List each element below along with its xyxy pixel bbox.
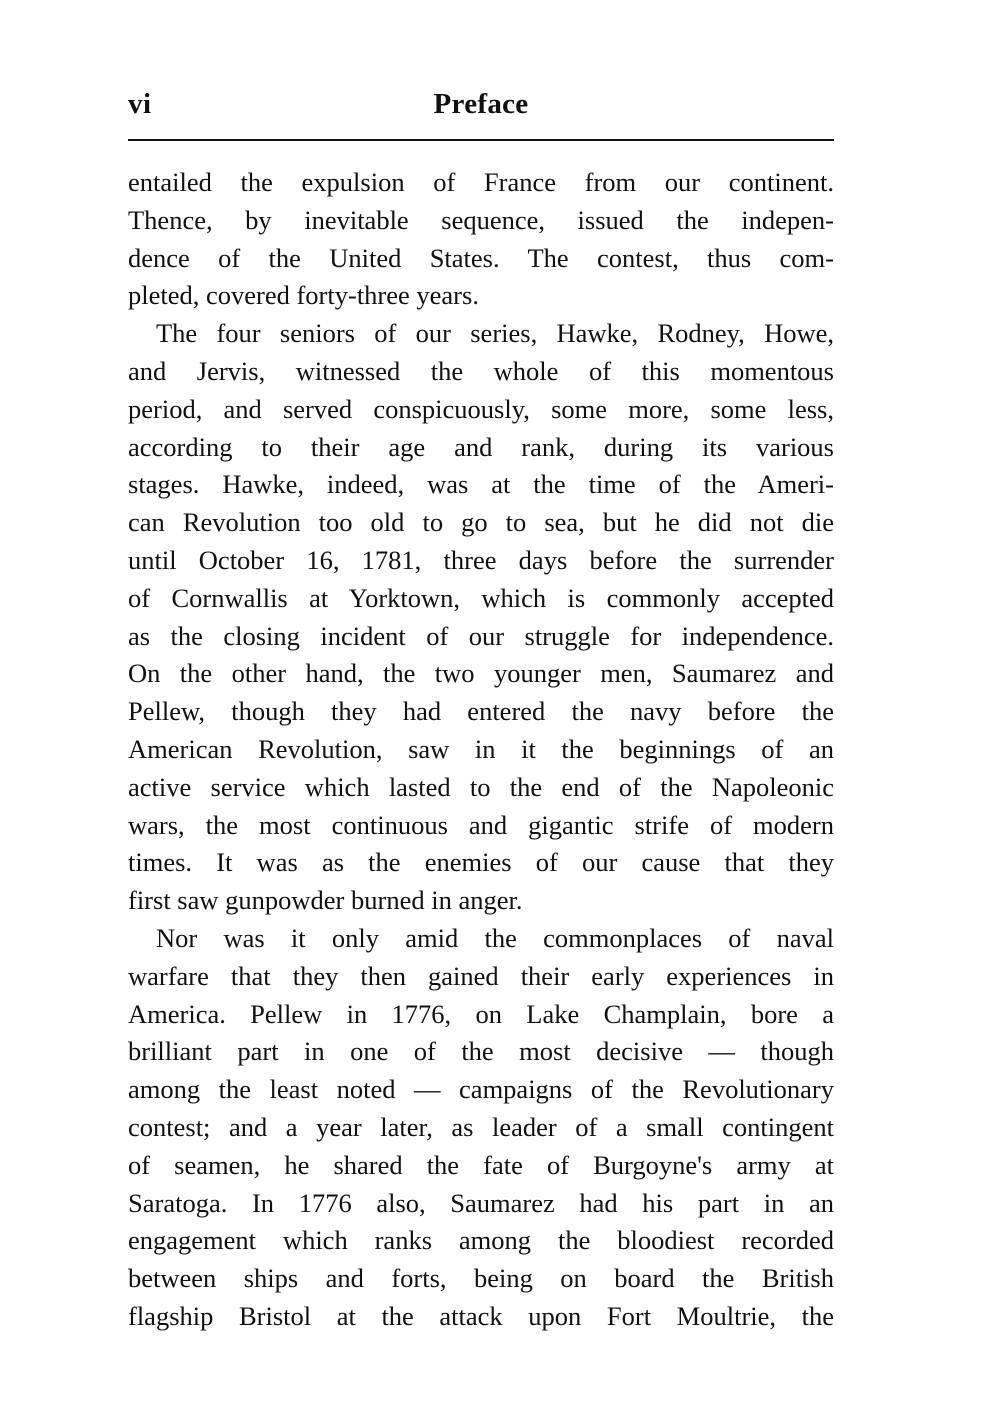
text-line: flagship Bristol at the attack upon Fort Moultrie, the [128, 1300, 834, 1331]
page-number: vi [128, 88, 152, 120]
text-line: wars, the most continuous and gigantic strife of modern [128, 809, 834, 840]
text-line: pleted, covered forty-three years. [128, 280, 479, 311]
header-rule [128, 139, 834, 141]
text-line: until October 16, 1781, three days before the surrender [128, 544, 834, 575]
page-header [128, 88, 834, 128]
text-line: according to their age and rank, during its various [128, 431, 834, 462]
text-line: and Jervis, witnessed the whole of this momentous [128, 355, 834, 386]
body-text [128, 164, 834, 1336]
text-line: Thence, by inevitable sequence, issued the indepen- [128, 204, 834, 235]
text-line: brilliant part in one of the most decisive — though [128, 1036, 834, 1067]
text-line: warfare that they then gained their early experiences in [128, 960, 834, 991]
text-line: as the closing incident of our struggle for independence. [128, 620, 834, 651]
text-line: of seamen, he shared the fate of Burgoyne's army at [128, 1149, 834, 1180]
text-line: Saratoga. In 1776 also, Saumarez had his part in an [128, 1187, 834, 1218]
text-line: Pellew, though they had entered the navy before the [128, 696, 834, 727]
text-line: between ships and forts, being on board the British [128, 1263, 834, 1294]
text-line: period, and served conspicuously, some more, some less, [128, 393, 834, 424]
text-line: first saw gunpowder burned in anger. [128, 885, 523, 916]
text-line: entailed the expulsion of France from our continent. [128, 167, 834, 197]
text-line: America. Pellew in 1776, on Lake Champlain, bore a [128, 998, 834, 1029]
text-line: stages. Hawke, indeed, was at the time of the Ameri- [128, 469, 834, 500]
text-line: The four seniors of our series, Hawke, Rodney, Howe, [156, 318, 834, 349]
running-head: Preface [433, 88, 529, 120]
text-line: active service which lasted to the end of the Napoleonic [128, 771, 834, 802]
text-line: times. It was as the enemies of our cause that they [128, 847, 834, 878]
text-line: Nor was it only amid the commonplaces of naval [156, 922, 834, 953]
text-line: engagement which ranks among the bloodiest recorded [128, 1225, 834, 1256]
text-line: among the least noted — campaigns of the Revolutionary [128, 1074, 834, 1105]
text-line: contest; and a year later, as leader of a small contingent [128, 1111, 834, 1142]
text-line: American Revolution, saw in it the beginnings of an [128, 733, 834, 764]
text-line: of Cornwallis at Yorktown, which is commonly accepted [128, 582, 834, 613]
text-line: can Revolution too old to go to sea, but he did not die [128, 507, 834, 538]
text-line: On the other hand, the two younger men, Saumarez and [128, 658, 834, 689]
text-line: dence of the United States. The contest, thus com- [128, 242, 834, 273]
